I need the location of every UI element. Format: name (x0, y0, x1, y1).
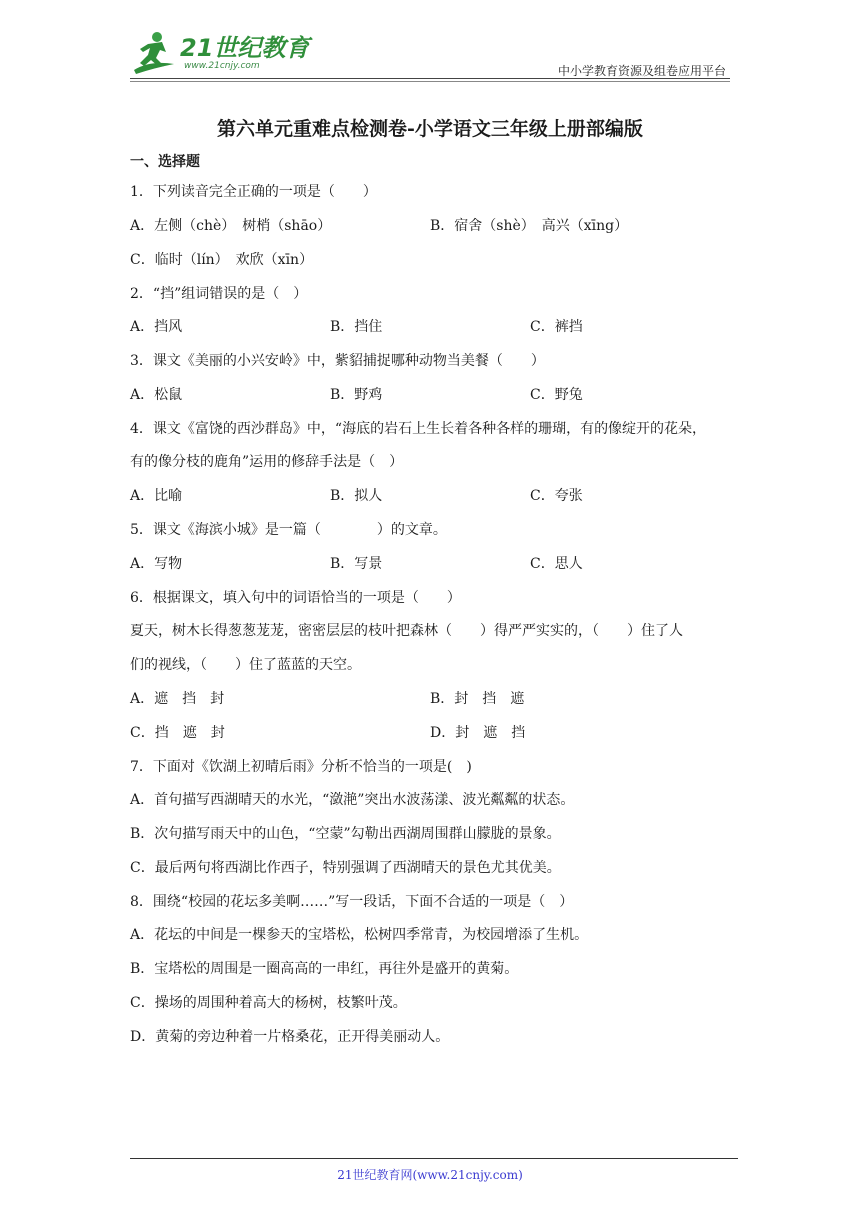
question-4-stem-line-2: 有的像分枝的鹿角”运用的修辞手法是（ ） (130, 454, 404, 470)
question-5-stem: 5．课文《海滨小城》是一篇（ ）的文章。 (130, 522, 447, 538)
page-header (130, 30, 730, 80)
question-8-stem: 8．围绕“校园的花坛多美啊……”写一段话，下面不合适的一项是（ ） (130, 894, 574, 910)
question-3-stem: 3．课文《美丽的小兴安岭》中，紫貂捕捉哪种动物当美餐（ ） (130, 353, 545, 369)
question-6-option-d: D．封 遮 挡 (430, 725, 526, 741)
header-tagline: 中小学教育资源及组卷应用平台 (557, 64, 726, 78)
question-2-stem: 2．“挡”组词错误的是（ ） (130, 286, 308, 302)
question-8-option-d: D．黄菊的旁边种着一片格桑花，正开得美丽动人。 (130, 1029, 450, 1045)
runner-logo-icon (130, 30, 178, 76)
question-6-option-b: B．封 挡 遮 (430, 691, 525, 707)
question-7-stem: 7．下面对《饮湖上初晴后雨》分析不恰当的一项是( ) (130, 759, 472, 775)
question-6-stem-line-3: 们的视线，（ ）住了蓝蓝的天空。 (130, 657, 361, 673)
question-1-option-a: A．左侧（chè） 树梢（shāo） (130, 218, 332, 234)
question-8-option-a: A．花坛的中间是一棵参天的宝塔松，松树四季常青，为校园增添了生机。 (130, 927, 589, 943)
footer-divider (130, 1158, 738, 1159)
question-5-option-a: A．写物 (130, 556, 183, 572)
header-divider (130, 78, 730, 79)
question-3-option-c: C．野兔 (530, 387, 583, 403)
site-logo (130, 30, 309, 76)
section-heading: 一、选择题 (130, 154, 200, 170)
page-title: 第六单元重难点检测卷-小学语文三年级上册部编版 (217, 118, 643, 140)
question-1-option-c: C．临时（lín） 欢欣（xīn） (130, 252, 314, 268)
question-6-option-a: A．遮 挡 封 (130, 691, 225, 707)
question-7-option-b: B．次句描写雨天中的山色，“空蒙”勾勒出西湖周围群山朦胧的景象。 (130, 826, 561, 842)
question-8-option-b: B．宝塔松的周围是一圈高高的一串红，再往外是盛开的黄菊。 (130, 961, 519, 977)
question-8-option-c: C．操场的周围种着高大的杨树，枝繁叶茂。 (130, 995, 407, 1011)
question-2-option-c: C．裤挡 (530, 319, 583, 335)
question-5-option-c: C．思人 (530, 556, 583, 572)
question-7-option-a: A．首句描写西湖晴天的水光，“潋滟”突出水波荡漾、波光粼粼的状态。 (130, 792, 575, 808)
question-5-option-b: B．写景 (330, 556, 383, 572)
question-3-option-a: A．松鼠 (130, 387, 183, 403)
question-2-option-a: A．挡风 (130, 319, 183, 335)
question-2-option-b: B．挡住 (330, 319, 383, 335)
question-3-option-b: B．野鸡 (330, 387, 383, 403)
question-4-option-b: B．拟人 (330, 488, 383, 504)
footer-text: 21世纪教育网(www.21cnjy.com) (337, 1168, 523, 1182)
question-4-option-a: A．比喻 (130, 488, 183, 504)
question-4-stem-line-1: 4．课文《富饶的西沙群岛》中，“海底的岩石上生长着各种各样的珊瑚，有的像绽开的花朵， (130, 421, 707, 437)
question-6-stem-line-1: 6．根据课文，填入句中的词语恰当的一项是（ ） (130, 590, 461, 606)
header-divider-thin (130, 81, 730, 82)
question-7-option-c: C．最后两句将西湖比作西子，特别强调了西湖晴天的景色尤其优美。 (130, 860, 561, 876)
question-1-stem: 1．下列读音完全正确的一项是（ ） (130, 184, 377, 200)
logo-url: www.21cnjy.com (184, 60, 260, 71)
logo-wordmark: 21世纪教育 (180, 33, 310, 62)
question-6-stem-line-2: 夏天，树木长得葱葱茏茏，密密层层的枝叶把森林（ ）得严严实实的，（ ）住了人 (130, 623, 683, 639)
question-4-option-c: C．夸张 (530, 488, 583, 504)
question-6-option-c: C．挡 遮 封 (130, 725, 225, 741)
question-1-option-b: B．宿舍（shè） 高兴（xīng） (430, 218, 629, 234)
